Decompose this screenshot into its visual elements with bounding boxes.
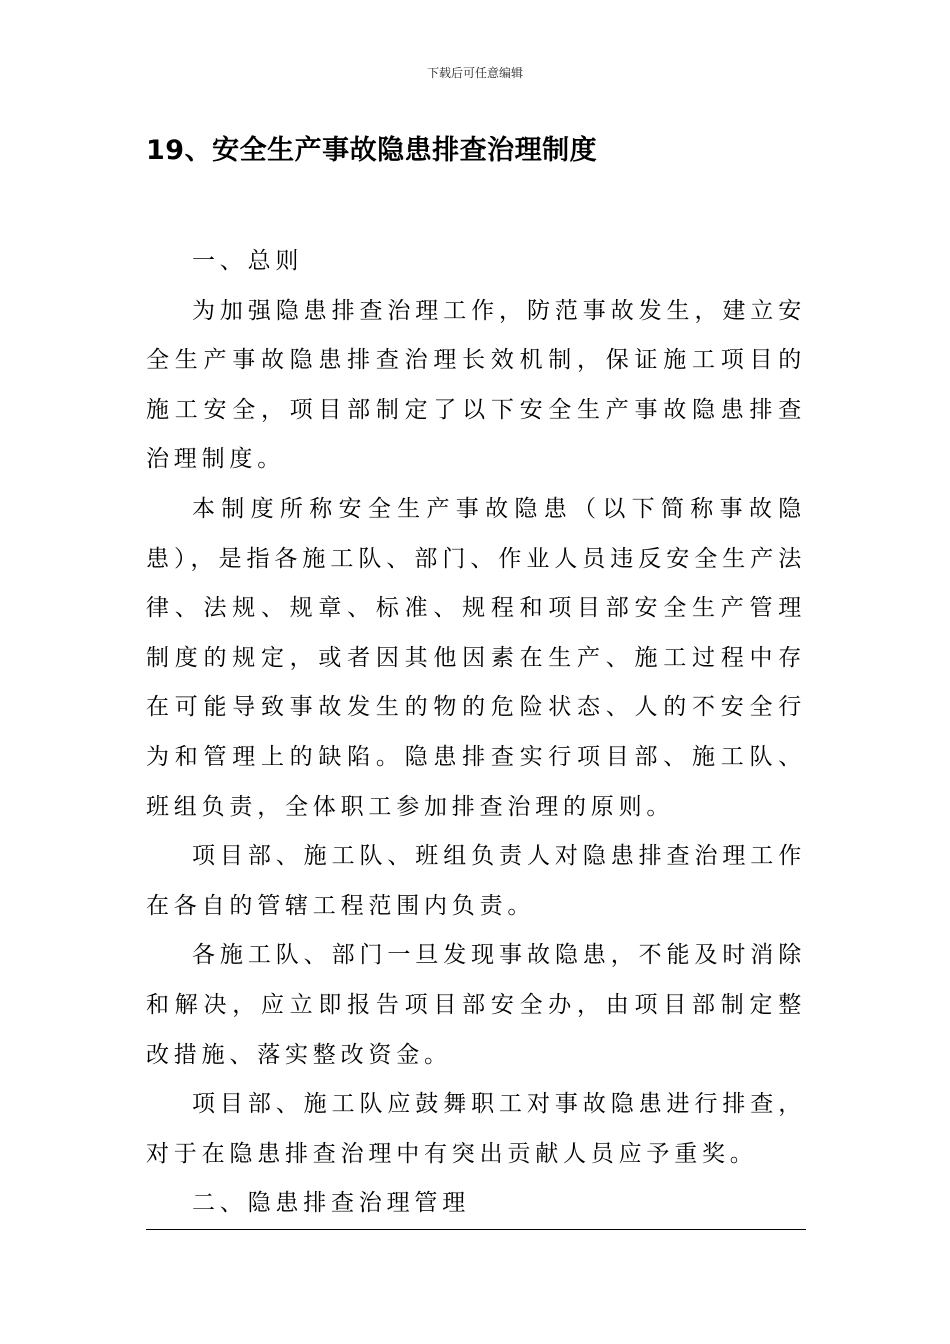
paragraph-purpose: 为加强隐患排查治理工作，防范事故发生，建立安全生产事故隐患排查治理长效机制，保证施工项目的施工安全，项目部制定了以下安全生产事故隐患排查治理制度。 bbox=[146, 297, 806, 473]
section-heading-general: 一、总则 bbox=[192, 248, 304, 274]
paragraph-definition: 本制度所称安全生产事故隐患（以下简称事故隐患），是指各施工队、部门、作业人员违反安全生产法律、法规、规章、标准、规程和项目部安全生产管理制度的规定，或者因其他因素在生产、施工过程中存在可能导致事故发生的物的危险状态、人的不安全行为和管理上的缺陷。隐患排查实行项目部、施工队、班组负责，全体职工参加排查治理的原则。 bbox=[146, 495, 806, 820]
paragraph-encouragement: 项目部、施工队应鼓舞职工对事故隐患进行排查，对于在隐患排查治理中有突出贡献人员应予重奖。 bbox=[146, 1091, 806, 1167]
paragraph-responsibility: 项目部、施工队、班组负责人对隐患排查治理工作在各自的管辖工程范围内负责。 bbox=[146, 843, 806, 919]
document-body bbox=[146, 237, 806, 1229]
footer-divider bbox=[146, 1229, 806, 1230]
paragraph-reporting: 各施工队、部门一旦发现事故隐患，不能及时消除和解决，应立即报告项目部安全办，由项目部制定整改措施、落实整改资金。 bbox=[146, 942, 806, 1068]
document-title: 19、安全生产事故隐患排查治理制度 bbox=[146, 135, 598, 166]
page-header-note: 下载后可任意编辑 bbox=[426, 66, 523, 80]
section-heading-management: 二、隐患排查治理管理 bbox=[192, 1190, 470, 1217]
